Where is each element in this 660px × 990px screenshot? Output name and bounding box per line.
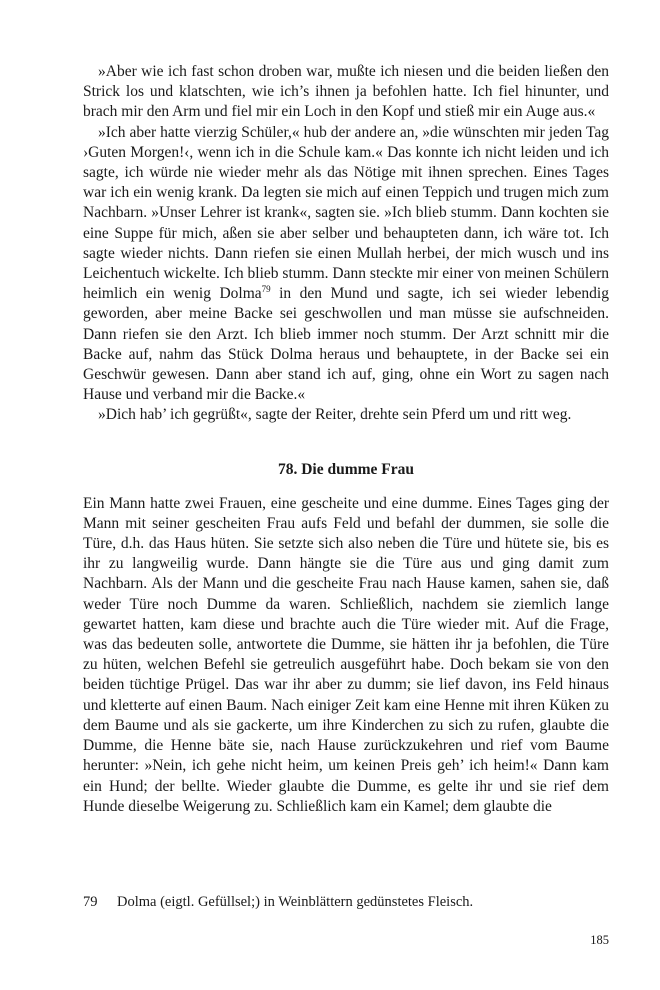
paragraph-story: Ein Mann hatte zwei Frauen, eine gescheite und eine dumme. Eines Tages ging der Mann mit seiner gescheiten Frau aufs Feld und befahl der dummen, sie solle die Türe, d.h. das Haus hüten. Sie setzte sich also neben die Türe und hütete sie, bis es ihr zu langweilig wurde. Dann hängte sie die Türe aus und ging damit zum Nachbarn. Als der Mann und die gescheite Frau nach Hause kamen, sahen sie, daß weder Türe noch Dumme da waren. Schließlich, nachdem sie ziemlich lange gewartet hatten, kam diese und brachte auch die Türe wieder mit. Auf die Frage, was das bedeuten solle, antwortete die Dumme, sie hätten ihr ja befohlen, die Türe zu hüten, welchen Befehl sie getreulich ausgeführt habe. Doch bekam sie von den beiden tüchtige Prügel. Das war ihr aber zu dumm; sie lief davon, ins Feld hinaus und kletterte auf einen Baum. Nach einiger Zeit kam eine Henne mit ihren Küken zu dem Baume und als sie gackerte, um ihre Kinderchen zu sich zu rufen, glaubte die Dumme, die Henne bäte sie, nach Hause zurückzukehren und rief vom Baume herunter: »Nein, ich gehe nicht heim, um keinen Preis geh’ ich heim!« Dann kam ein Hund; der bellte. Wieder glaubte die Dumme, es gelte ihr und sie rief dem Hunde dieselbe Weigerung zu. Schließlich kam ein Kamel; dem glaubte die: [83, 494, 609, 815]
paragraph-teacher-text-2: in den Mund und sagte, ich sei wieder lebendig geworden, aber meine Backe sei geschwollen und man müsse sie aufschneiden. Dann riefen sie den Arzt. Ich blieb immer noch stumm. Der Arzt schnitt mir die Backe auf, nahm das Stück Dolma heraus und behauptete, in der Backe sei ein Geschwür gewesen. Dann aber stand ich auf, ging, ohne ein Wort zu sagen nach Hause und verband mir die Backe.«: [83, 285, 609, 404]
footnote-number: 79: [83, 894, 98, 910]
section-heading: 78. Die dumme Frau: [277, 460, 415, 478]
paragraph-teacher-text-1: »Ich aber hatte vierzig Schüler,« hub der andere an, »die wünschten mir jeden Tag ›Guten Morgen!‹, wenn ich in die Schule kam.« Das konnte ich nicht leiden und ich sagte, ich würde nie wieder mehr als das Nötige mit ihnen sprechen. Eines Tages war ich ein wenig krank. Da legten sie mich auf einen Teppich und trugen mich zum Nachbarn. »Unser Lehrer ist krank«, sagten sie. »Ich blieb stumm. Dann kochten sie eine Suppe für mich, aßen sie aber selber und behaupteten dann, ich wäre tot. Ich sagte wieder nichts. Dann riefen sie einen Mullah herbei, der mich wusch und ins Leichentuch wickelte. Ich blieb stumm. Dann steckte mir einer von meinen Schülern heimlich ein wenig Dolma: [83, 123, 609, 303]
page-body: [83, 62, 609, 817]
paragraph-teacher: [83, 123, 609, 406]
footnote-text: Dolma (eigtl. Gefüllsel;) in Weinblättern gedünstetes Fleisch.: [117, 894, 474, 910]
paragraph-rider: »Dich hab’ ich gegrüßt«, sagte der Reiter, drehte sein Pferd um und ritt weg.: [98, 406, 572, 424]
footnote: [83, 893, 609, 911]
paragraph-fall: »Aber wie ich fast schon droben war, mußte ich niesen und die beiden ließen den Strick los und klatschten, wie ich’s ihnen ja befohlen hatte. Ich fiel hinunter, und brach mir den Arm und fiel mir ein Loch in den Kopf und stieß mir ein Auge aus.«: [83, 63, 609, 121]
page-number: 185: [590, 933, 609, 947]
footnote-reference: 79: [261, 284, 271, 295]
